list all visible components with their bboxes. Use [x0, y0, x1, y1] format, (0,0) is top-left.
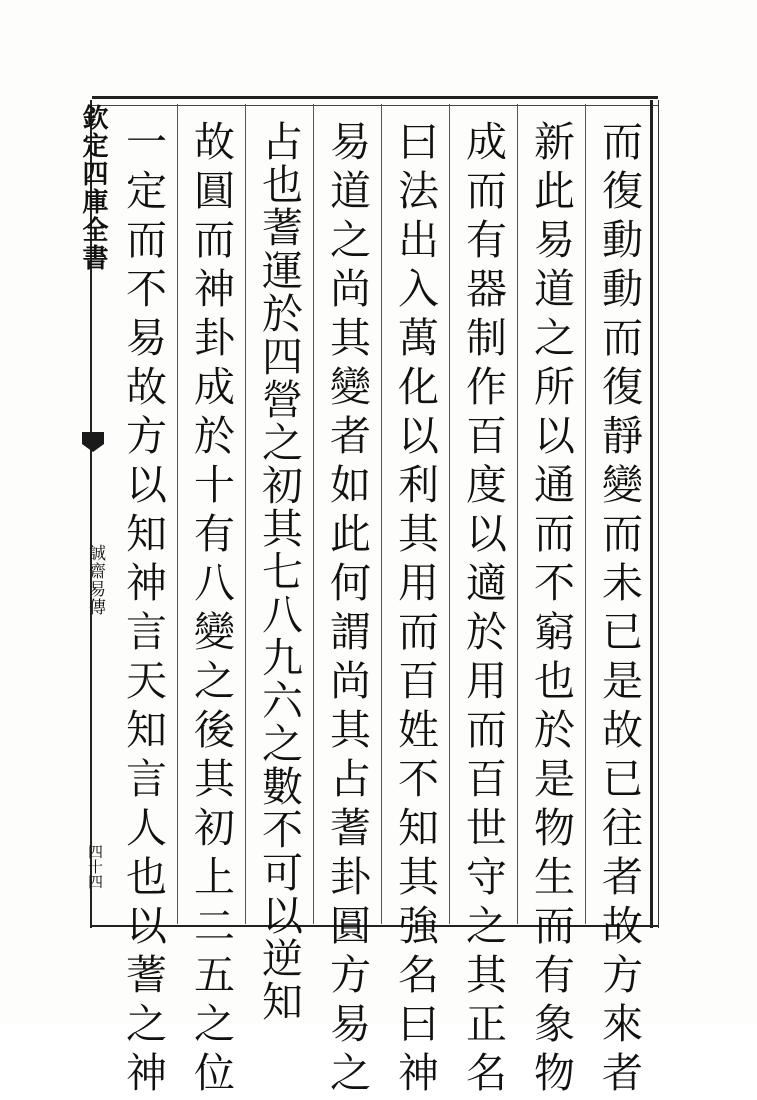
- series-title: 欽定四庫全書: [78, 104, 108, 272]
- margin-column: [78, 104, 108, 924]
- text-column-1: [586, 120, 652, 1100]
- column-text: 一定而不易故方以知神言天知言人也以蓍之神: [119, 120, 167, 1100]
- column-text: 成而有器制作百度以適於用而百世守之其正名: [459, 120, 507, 1100]
- text-column-7: [178, 120, 244, 1100]
- book-title: 誠齋易傳: [85, 544, 105, 616]
- text-column-6: [246, 120, 312, 1023]
- column-text: 占也蓍運於四營之初其七八九六之數不可以逆知: [255, 120, 303, 1023]
- text-column-2: [518, 120, 584, 1100]
- text-column-8: [110, 120, 176, 1100]
- column-text: 而復動動而復靜變而未已是故已往者故方來者: [595, 120, 643, 1100]
- text-column-4: [382, 120, 448, 1100]
- page-number: 四十四: [86, 844, 104, 889]
- column-text: 易道之尚其變者如此何謂尚其占蓍卦圓方易之: [323, 120, 371, 1100]
- column-text: 曰法出入萬化以利其用而百姓不知其強名曰神: [391, 120, 439, 1100]
- column-text: 新此易道之所以通而不窮也於是物生而有象物: [527, 120, 575, 1100]
- text-column-3: [450, 120, 516, 1100]
- text-column-5: [314, 120, 380, 1100]
- fish-tail-mark-icon: [82, 432, 104, 452]
- column-text: 故圓而神卦成於十有八變之後其初上二五之位: [187, 120, 235, 1100]
